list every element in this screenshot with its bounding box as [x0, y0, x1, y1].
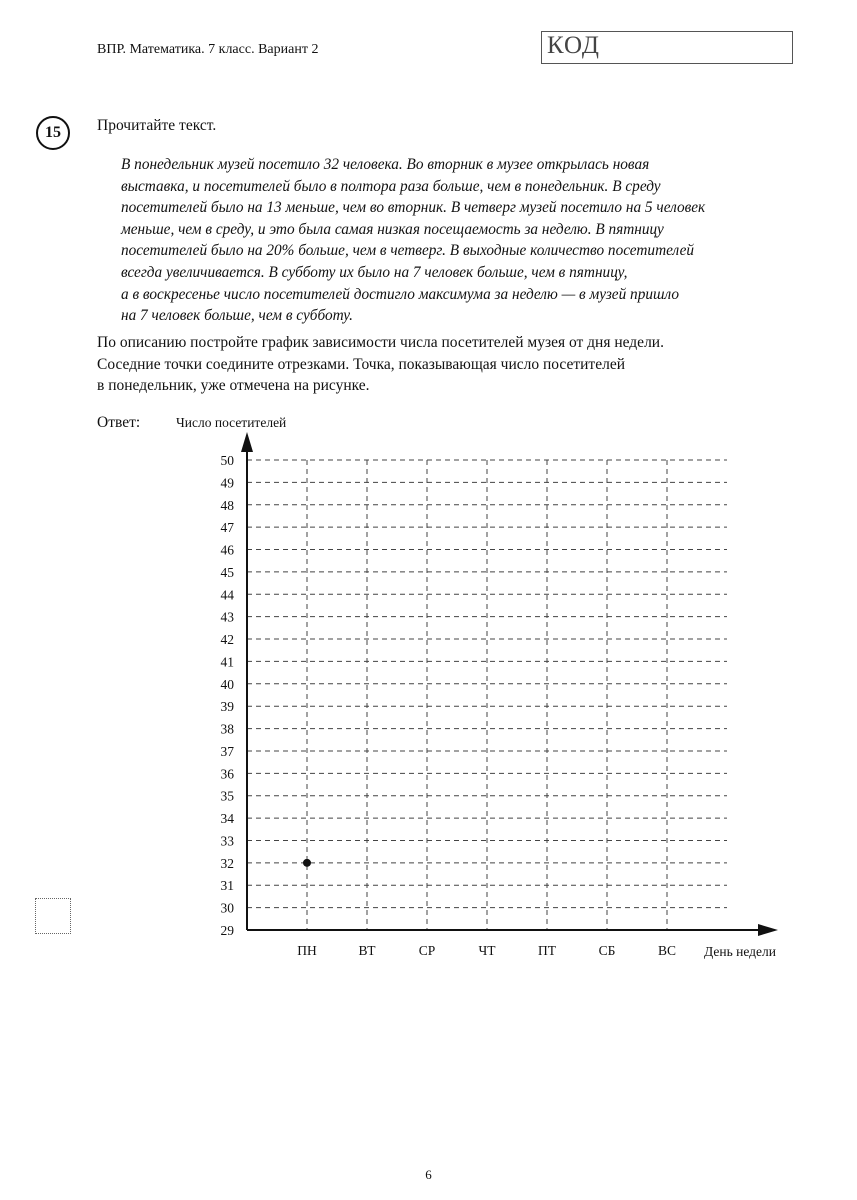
y-tick-label: 29	[220, 923, 234, 938]
y-tick-label: 35	[220, 788, 234, 804]
x-tick-label: СР	[418, 943, 436, 958]
x-tick-label: ПН	[297, 943, 317, 958]
header-title: ВПР. Математика. 7 класс. Вариант 2	[97, 42, 319, 57]
y-tick-label: 33	[220, 833, 234, 849]
task-instruction: Прочитайте текст.	[97, 117, 217, 134]
y-tick-label: 45	[220, 564, 234, 580]
x-tick-label: ПТ	[538, 943, 556, 958]
story-line: меньше, чем в среду, и это была самая низкая посещаемость за неделю. В пятницу	[121, 220, 664, 238]
y-axis-arrow	[241, 432, 253, 452]
chart-ticks	[221, 453, 677, 958]
page-number: 6	[425, 1167, 432, 1182]
y-tick-label: 30	[220, 900, 234, 916]
x-tick-label: ВС	[657, 943, 677, 958]
task-line: По описанию постройте график зависимости числа посетителей музея от дня недели.	[97, 334, 664, 351]
y-tick-label: 46	[220, 542, 234, 558]
story-line: на 7 человек больше, чем в субботу.	[121, 307, 353, 325]
x-axis-arrow	[758, 924, 778, 936]
task-number: 15	[36, 116, 70, 150]
code-label: КОД	[547, 32, 600, 59]
y-tick-label: 32	[220, 855, 234, 871]
x-tick-label: СБ	[598, 943, 616, 958]
task-line: в понедельник, уже отмечена на рисунке.	[97, 377, 370, 395]
y-tick-label: 42	[220, 632, 234, 648]
story-line: а в воскресенье число посетителей достигло максимума за неделю — в музей пришло	[121, 285, 680, 303]
y-tick-label: 38	[220, 721, 234, 737]
story-line: выставка, и посетителей было в полтора раза больше, чем в понедельник. В среду	[121, 177, 661, 195]
y-tick-label: 40	[220, 676, 234, 692]
y-tick-label: 31	[220, 878, 234, 894]
y-tick-label: 43	[220, 609, 234, 625]
y-tick-label: 48	[220, 497, 234, 513]
y-tick-label: 49	[220, 475, 234, 491]
data-point	[303, 859, 311, 867]
answer-label: Ответ:	[97, 414, 141, 431]
story-line: посетителей было на 20% больше, чем в четверг. В выходные количество посетителей	[121, 242, 695, 260]
y-tick-label: 39	[220, 699, 234, 715]
story-line: В понедельник музей посетило 32 человека. Во вторник в музее открылась новая	[121, 156, 650, 173]
y-tick-label: 47	[220, 520, 234, 536]
y-tick-label: 36	[220, 766, 234, 782]
y-tick-label: 50	[220, 453, 234, 468]
chart-grid	[247, 460, 727, 930]
y-tick-label: 34	[220, 811, 234, 827]
y-tick-label: 44	[220, 587, 234, 603]
task-line: Соседние точки соедините отрезками. Точка, показывающая число посетителей	[97, 355, 625, 373]
chart-points	[303, 859, 311, 867]
y-tick-label: 41	[220, 654, 234, 670]
story-line: всегда увеличивается. В субботу их было на 7 человек больше, чем в пятницу,	[121, 263, 628, 281]
story-line: посетителей было на 13 меньше, чем во вторник. В четверг музей посетило на 5 человек	[121, 199, 706, 217]
y-axis-label: Число посетителей	[176, 415, 287, 430]
y-tick-label: 37	[220, 743, 234, 759]
x-tick-label: ВТ	[358, 943, 376, 958]
x-tick-label: ЧТ	[478, 943, 496, 958]
score-box[interactable]	[35, 898, 71, 934]
x-axis-label: День недели	[704, 944, 776, 959]
